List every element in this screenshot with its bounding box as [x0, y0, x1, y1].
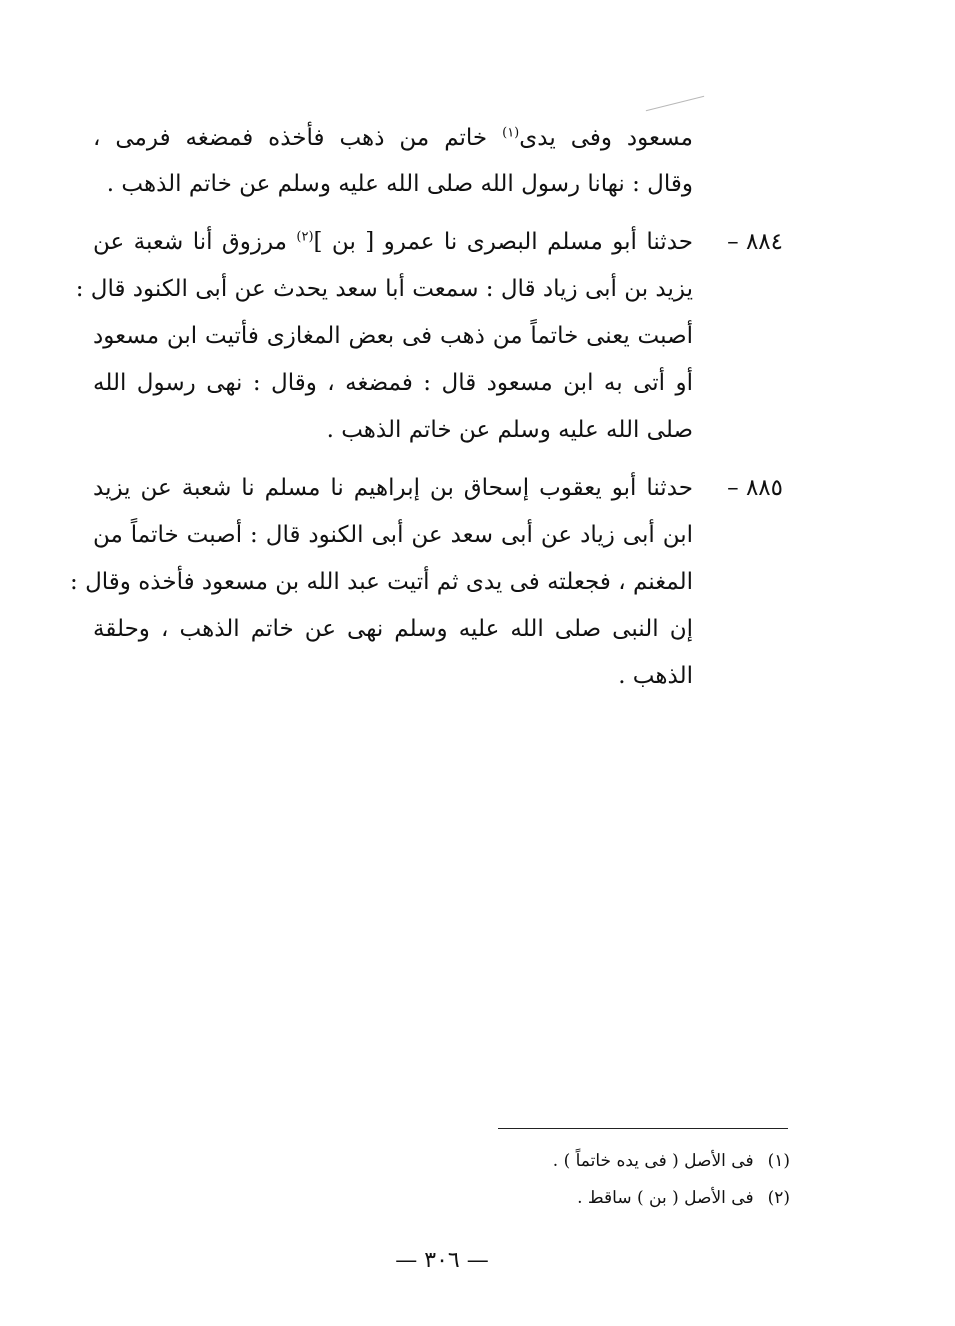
hadith-884-line-4: أو أتى به ابن مسعود قال : فمضغه ، وقال : نهى رسول الله [93, 370, 693, 396]
intro-line-1-b: خاتم من ذهب فأخذه فمضغه فرمى ، [93, 125, 488, 151]
hadith-885-line-3: المغنم ، فجعلته فى يدى ثم أتيت عبد الله بن مسعود فأخذه وقال : [70, 569, 693, 595]
footnote-2-number: (٢) [767, 1188, 790, 1208]
footnote-1-number: (١) [767, 1151, 790, 1171]
hadith-884-line-1-b: مرزوق أنا شعبة عن [93, 229, 287, 255]
footnote-2-text: فى الأصل ( بن ) ساقط . [577, 1188, 754, 1208]
hadith-number-885: ٨٨٥ – [727, 475, 783, 501]
hadith-884-line-3: أصبت يعنى خاتماً من ذهب فى بعض المغازى فأتيت ابن مسعود [93, 323, 693, 349]
footnote-1 [553, 1146, 790, 1176]
footnote-marker-1: (١) [502, 125, 520, 141]
hadith-885-line-1: حدثنا أبو يعقوب إسحاق بن إبراهيم نا مسلم نا شعبة عن يزيد [93, 475, 693, 501]
hadith-885-line-5: الذهب . [618, 663, 693, 689]
intro-line-1-a: مسعود وفى يدى [519, 125, 693, 151]
footnote-2 [577, 1183, 790, 1213]
hadith-884-line-5: صلى الله عليه وسلم عن خاتم الذهب . [326, 417, 693, 443]
hadith-884-line-1 [93, 220, 693, 264]
footnote-1-text: فى الأصل ( فى يده خاتماً ) . [552, 1151, 754, 1171]
hadith-885-line-4: إن النبى صلى الله عليه وسلم نهى عن خاتم الذهب ، وحلقة [93, 616, 693, 642]
hadith-number-884: ٨٨٤ – [727, 229, 783, 255]
footnote-marker-2: (٢) [296, 229, 314, 245]
hadith-884-line-2: يزيد بن أبى زياد قال : سمعت أبا سعد يحدث عن أبى الكنود قال : [75, 276, 693, 302]
hadith-885-line-2: ابن أبى زياد عن أبى سعد عن أبى الكنود قال : أصبت خاتماً من [93, 522, 693, 548]
footnote-separator [498, 1128, 788, 1129]
hadith-884-line-1-a: حدثنا أبو مسلم البصرى نا عمرو [ بن ] [313, 229, 693, 255]
scan-mark [646, 96, 704, 111]
page-number: — ٣٠٦ — [395, 1248, 489, 1273]
intro-line-2: وقال : نهانا رسول الله صلى الله عليه وسلم عن خاتم الذهب . [106, 171, 693, 197]
intro-line-1 [93, 116, 693, 160]
